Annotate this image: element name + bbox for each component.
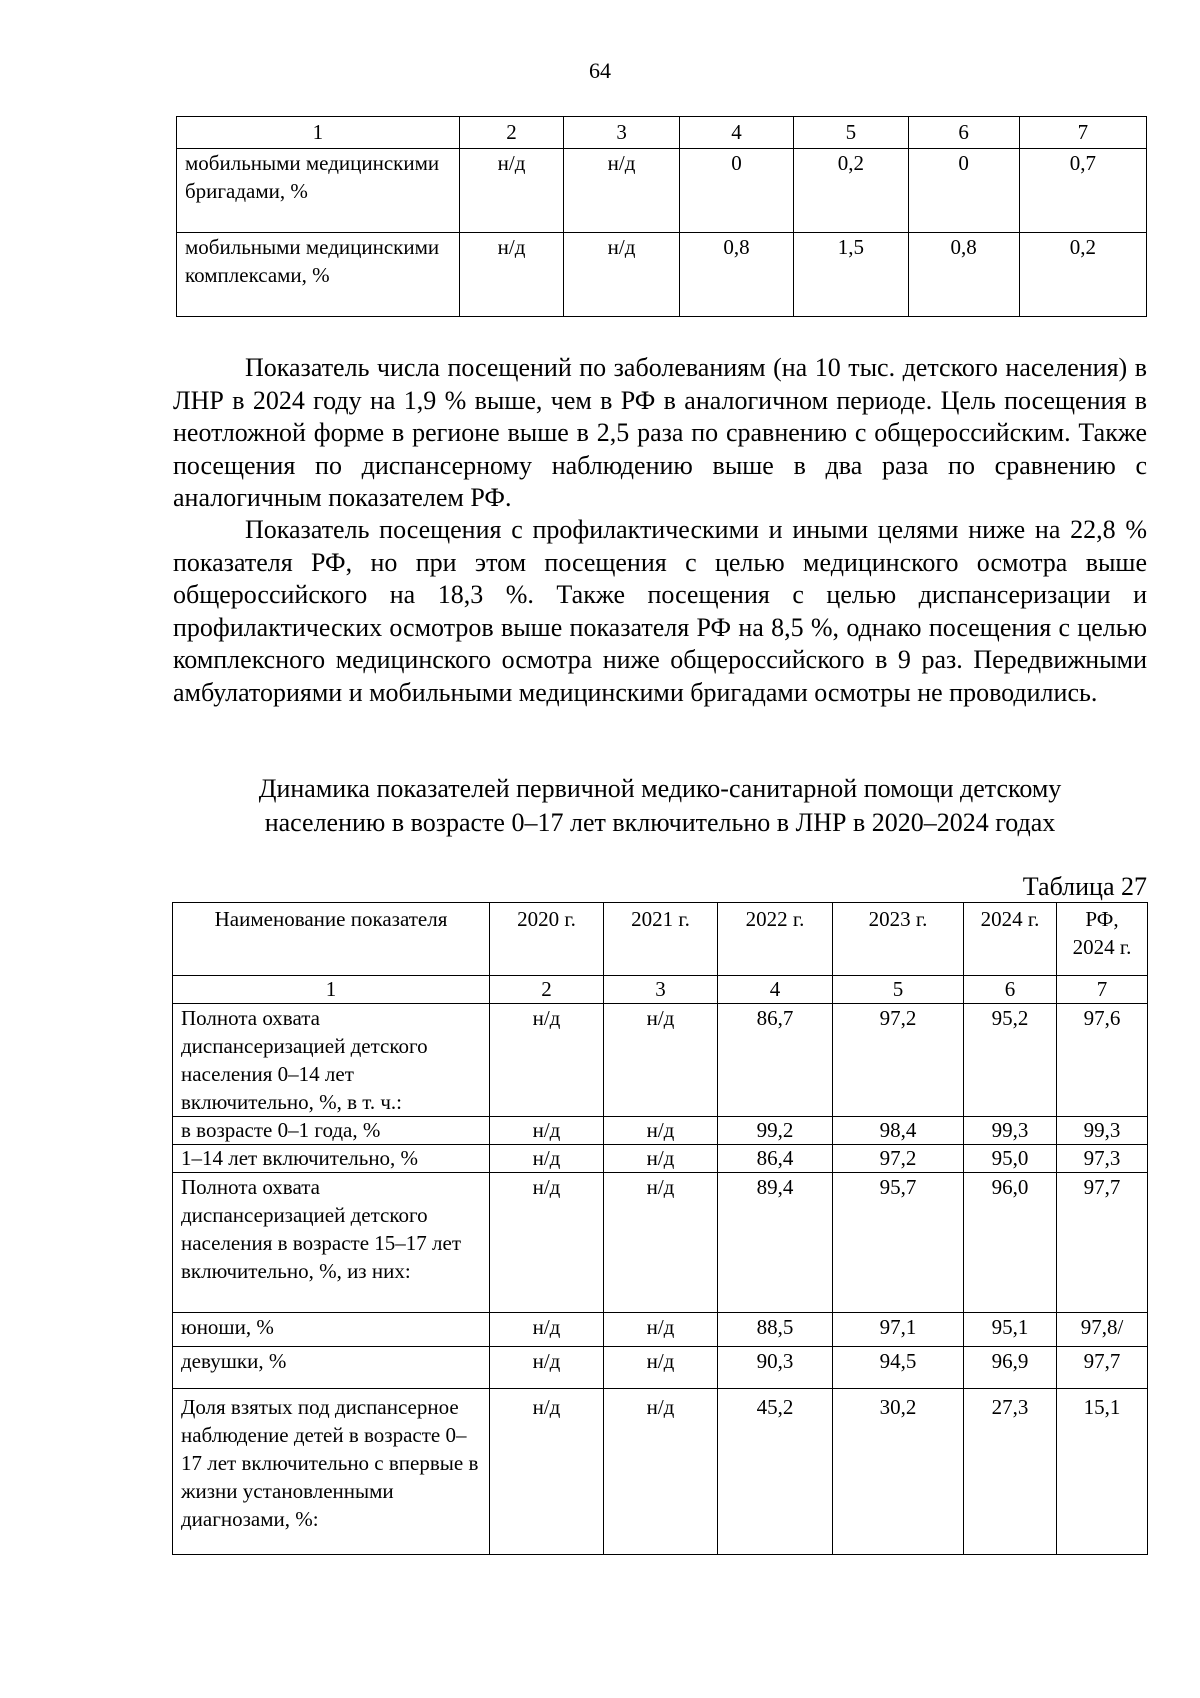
cell: н/д xyxy=(490,1173,604,1313)
cell: 99,3 xyxy=(1057,1117,1148,1145)
cell: 99,2 xyxy=(718,1117,833,1145)
table-row xyxy=(173,1347,1148,1389)
cell: н/д xyxy=(604,1117,718,1145)
cell: 0,7 xyxy=(1019,149,1146,233)
cell: н/д xyxy=(604,1347,718,1389)
table-caption xyxy=(173,772,1147,840)
cell: 99,3 xyxy=(964,1117,1057,1145)
cell: 88,5 xyxy=(718,1313,833,1347)
row-label: мобильными медицинскими комплексами, % xyxy=(177,233,460,317)
column-header: Наименование показателя xyxy=(173,903,490,976)
cell: 97,2 xyxy=(833,1004,964,1117)
cell: 97,1 xyxy=(833,1313,964,1347)
row-label: в возрасте 0–1 года, % xyxy=(173,1117,490,1145)
cell: 0 xyxy=(908,149,1019,233)
column-header: 2020 г. xyxy=(490,903,604,976)
column-header: 2022 г. xyxy=(718,903,833,976)
cell: 86,7 xyxy=(718,1004,833,1117)
cell: 45,2 xyxy=(718,1389,833,1555)
col-number: 2 xyxy=(490,976,604,1004)
header-row xyxy=(173,903,1148,976)
cell: 97,7 xyxy=(1057,1347,1148,1389)
row-label: юноши, % xyxy=(173,1313,490,1347)
cell: 98,4 xyxy=(833,1117,964,1145)
col-number: 3 xyxy=(604,976,718,1004)
continuation-table xyxy=(176,116,1147,317)
cell: 90,3 xyxy=(718,1347,833,1389)
row-label: девушки, % xyxy=(173,1347,490,1389)
cell: 95,0 xyxy=(964,1145,1057,1173)
cell: н/д xyxy=(490,1347,604,1389)
col-number: 5 xyxy=(833,976,964,1004)
cell: 30,2 xyxy=(833,1389,964,1555)
page-number: 64 xyxy=(589,58,611,83)
cell: н/д xyxy=(604,1004,718,1117)
column-header: РФ, 2024 г. xyxy=(1057,903,1148,976)
table-row xyxy=(173,1173,1148,1313)
table-row xyxy=(173,1145,1148,1173)
body-paragraph: Показатель числа посещений по заболеваниям (на 10 тыс. детского населения) в ЛНР в 2024 году на 1,9 % выше, чем в РФ в аналогичном периоде. Цель посещения в неотложной форме в регионе выше в 2,5 раза по сравнению с общероссийским. Также посещения по диспансерному наблюдению выше в два раза по сравнению с аналогичным показателем РФ. xyxy=(173,353,1147,512)
cell: н/д xyxy=(490,1313,604,1347)
cell: 95,2 xyxy=(964,1004,1057,1117)
cell: н/д xyxy=(604,1173,718,1313)
column-header: 2021 г. xyxy=(604,903,718,976)
row-label: Доля взятых под диспансерное наблюдение детей в возрасте 0–17 лет включительно с впервые в жизни установленными диагнозами, %: xyxy=(173,1389,490,1555)
table-row xyxy=(173,1389,1148,1555)
cell: 1,5 xyxy=(794,233,908,317)
cell: 97,3 xyxy=(1057,1145,1148,1173)
col-number: 6 xyxy=(964,976,1057,1004)
cell: 97,7 xyxy=(1057,1173,1148,1313)
cell: 0,2 xyxy=(794,149,908,233)
cell: н/д xyxy=(604,1145,718,1173)
cell: н/д xyxy=(459,149,564,233)
cell: н/д xyxy=(564,233,679,317)
column-header: 2023 г. xyxy=(833,903,964,976)
cell: 0,2 xyxy=(1019,233,1146,317)
col-number: 7 xyxy=(1057,976,1148,1004)
cell: 15,1 xyxy=(1057,1389,1148,1555)
col-number: 7 xyxy=(1019,117,1146,149)
col-number: 6 xyxy=(908,117,1019,149)
col-number: 4 xyxy=(679,117,793,149)
indicators-table xyxy=(172,902,1148,1555)
cell: 0 xyxy=(679,149,793,233)
column-number-row xyxy=(173,976,1148,1004)
column-header: 2024 г. xyxy=(964,903,1057,976)
cell: 86,4 xyxy=(718,1145,833,1173)
caption-line: населению в возрасте 0–17 лет включительно в ЛНР в 2020–2024 годах xyxy=(264,808,1056,837)
cell: н/д xyxy=(490,1117,604,1145)
cell: 89,4 xyxy=(718,1173,833,1313)
cell: 27,3 xyxy=(964,1389,1057,1555)
cell: н/д xyxy=(459,233,564,317)
row-label: 1–14 лет включительно, % xyxy=(173,1145,490,1173)
table-row xyxy=(177,233,1147,317)
cell: 95,1 xyxy=(964,1313,1057,1347)
table-row xyxy=(173,1313,1148,1347)
row-label: Полнота охвата диспансеризацией детского населения 0–14 лет включительно, %, в т. ч.: xyxy=(173,1004,490,1117)
cell: н/д xyxy=(564,149,679,233)
table-row xyxy=(173,1117,1148,1145)
cell: 96,9 xyxy=(964,1347,1057,1389)
table-row xyxy=(177,149,1147,233)
cell: 0,8 xyxy=(679,233,793,317)
table-label: Таблица 27 xyxy=(1022,872,1147,901)
cell: н/д xyxy=(604,1389,718,1555)
col-number: 1 xyxy=(177,117,460,149)
cell: 97,2 xyxy=(833,1145,964,1173)
cell: н/д xyxy=(490,1004,604,1117)
col-number: 2 xyxy=(459,117,564,149)
caption-line: Динамика показателей первичной медико-санитарной помощи детскому xyxy=(258,774,1062,803)
row-label: мобильными медицинскими бригадами, % xyxy=(177,149,460,233)
cell: 96,0 xyxy=(964,1173,1057,1313)
col-number: 4 xyxy=(718,976,833,1004)
table-row xyxy=(173,1004,1148,1117)
col-number: 3 xyxy=(564,117,679,149)
body-paragraph: Показатель посещения с профилактическими и иными целями ниже на 22,8 % показателя РФ, но при этом посещения с целью медицинского осмотра выше общероссийского на 18,3 %. Также посещения с целью диспансеризации и профилактических осмотров выше показателя РФ на 8,5 %, однако посещения с целью комплексного медицинского осмотра ниже общероссийского в 9 раз. Передвижными амбулаториями и мобильными медицинскими бригадами осмотры не проводились. xyxy=(173,515,1147,707)
cell: 94,5 xyxy=(833,1347,964,1389)
cell: 0,8 xyxy=(908,233,1019,317)
column-number-row xyxy=(177,117,1147,149)
col-number: 5 xyxy=(794,117,908,149)
cell: 97,6 xyxy=(1057,1004,1148,1117)
row-label: Полнота охвата диспансеризацией детского населения в возрасте 15–17 лет включительно, %, из них: xyxy=(173,1173,490,1313)
cell: н/д xyxy=(490,1389,604,1555)
cell: 97,8/ xyxy=(1057,1313,1148,1347)
cell: н/д xyxy=(604,1313,718,1347)
cell: н/д xyxy=(490,1145,604,1173)
col-number: 1 xyxy=(173,976,490,1004)
cell: 95,7 xyxy=(833,1173,964,1313)
